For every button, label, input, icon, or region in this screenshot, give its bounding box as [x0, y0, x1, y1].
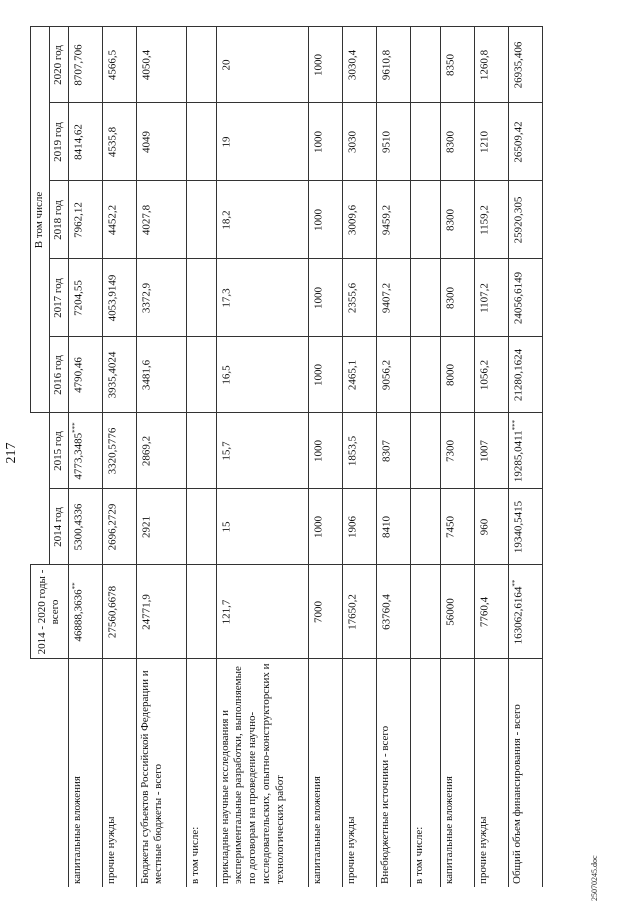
year-value-cell: [136, 181, 186, 259]
year-value-cell: [508, 337, 542, 413]
year-value-cell: [376, 413, 410, 489]
year-value: 2869,2: [140, 435, 153, 467]
year-value-cell: [376, 259, 410, 337]
year-value: 960: [478, 518, 491, 536]
year-value: 7962,12: [72, 202, 85, 238]
year-value: 1000: [312, 440, 325, 462]
year-value: 19340,5415: [512, 500, 525, 554]
year-value-cell: [440, 181, 474, 259]
year-value: 1159,2: [478, 205, 491, 235]
table-row: [440, 27, 474, 887]
year-value: 1210: [478, 131, 491, 153]
year-value-cell: [68, 181, 102, 259]
footnote-mark: **: [510, 579, 519, 587]
year-value-cell: [216, 259, 308, 337]
year-value: 2355,6: [346, 282, 359, 314]
year-value: 8307: [380, 440, 393, 462]
header-year: 2018 год: [49, 181, 68, 259]
year-value-cell: [440, 337, 474, 413]
year-value: 8414,62: [72, 124, 85, 160]
row-total: [216, 565, 308, 659]
year-value-cell: [508, 27, 542, 103]
table-row: [68, 27, 102, 887]
year-value: 2696,2729: [106, 503, 119, 551]
year-value-cell: [68, 103, 102, 181]
row-label: прочие нужды: [474, 659, 508, 887]
row-label: Внебюджетные источники - всего: [376, 659, 410, 887]
year-value-cell: [186, 181, 216, 259]
year-value: 4773,3485: [72, 432, 85, 480]
year-value-cell: [474, 337, 508, 413]
year-value: 25920,305: [512, 196, 525, 244]
year-value-cell: [376, 489, 410, 565]
year-value-cell: [308, 413, 342, 489]
year-value-cell: [474, 103, 508, 181]
year-value-cell: [474, 259, 508, 337]
year-value-cell: [508, 259, 542, 337]
year-value: 8000: [444, 364, 457, 386]
year-value: 7300: [444, 440, 457, 462]
year-value-cell: [136, 103, 186, 181]
year-value: 15,7: [220, 441, 233, 461]
document-code: 25070245.doc: [590, 855, 599, 901]
year-value-cell: [440, 413, 474, 489]
table-row: [216, 27, 308, 887]
year-value: 8300: [444, 209, 457, 231]
year-value-cell: [376, 181, 410, 259]
year-value: 3320,5776: [106, 427, 119, 475]
table-row: [136, 27, 186, 887]
year-value: 1000: [312, 364, 325, 386]
row-label: прочие нужды: [102, 659, 136, 887]
header-blank: [31, 413, 50, 565]
row-total-value: 17650,2: [346, 594, 359, 630]
year-value-cell: [508, 489, 542, 565]
row-total: [508, 565, 542, 659]
year-value: 9510: [380, 131, 393, 153]
row-total-value: 163062,6164: [512, 586, 525, 645]
year-value-cell: [186, 413, 216, 489]
row-label: прочие нужды: [342, 659, 376, 887]
row-total: [410, 565, 440, 659]
row-label: Общий объем финансирования - всего: [508, 659, 542, 887]
row-total: [308, 565, 342, 659]
year-value-cell: [308, 27, 342, 103]
row-total-value: 56000: [444, 598, 457, 626]
year-value-cell: [216, 413, 308, 489]
year-value-cell: [342, 27, 376, 103]
year-value: 4049: [140, 131, 153, 153]
year-value-cell: [216, 489, 308, 565]
table-row: [376, 27, 410, 887]
year-value-cell: [102, 181, 136, 259]
year-value: 17,3: [220, 288, 233, 308]
row-total: [102, 565, 136, 659]
year-value: 4566,5: [106, 49, 119, 81]
year-value: 8350: [444, 54, 457, 76]
year-value-cell: [68, 413, 102, 489]
year-value: 8707,706: [72, 44, 85, 86]
row-label: капитальные вложения: [308, 659, 342, 887]
year-value: 16,5: [220, 365, 233, 385]
year-value: 4050,4: [140, 49, 153, 81]
year-value: 8410: [380, 516, 393, 538]
year-value-cell: [342, 337, 376, 413]
year-value-cell: [410, 259, 440, 337]
year-value-cell: [68, 337, 102, 413]
year-value-cell: [410, 27, 440, 103]
header-year: 2017 год: [49, 259, 68, 337]
row-total-value: 121,7: [220, 599, 233, 625]
row-label: капитальные вложения: [68, 659, 102, 887]
year-value-cell: [474, 413, 508, 489]
year-value: 1000: [312, 516, 325, 538]
row-label: Бюджеты субъектов Российской Федерации и местные бюджеты - всего: [136, 659, 186, 887]
table-body: [68, 27, 542, 887]
year-value: 24056,6149: [512, 271, 525, 325]
year-value-cell: [216, 337, 308, 413]
table-row: [474, 27, 508, 887]
year-value: 3030: [346, 131, 359, 153]
year-value: 9056,2: [380, 359, 393, 391]
year-value-cell: [186, 259, 216, 337]
year-value: 4535,8: [106, 126, 119, 158]
header-year: 2019 год: [49, 103, 68, 181]
year-value-cell: [508, 103, 542, 181]
year-value: 20: [220, 59, 233, 71]
row-label: прикладные научные исследования и экспериментальные разработки, выполняемые по договорам на проведение научно-исследовательских, опытно-конструкторских и технологических работ: [216, 659, 308, 887]
year-value-cell: [186, 27, 216, 103]
year-value: 4790,46: [72, 357, 85, 393]
header-in-that-number: В том числе: [31, 27, 50, 413]
row-total: [376, 565, 410, 659]
year-value-cell: [186, 489, 216, 565]
row-total: [342, 565, 376, 659]
row-label: в том числе:: [186, 659, 216, 887]
row-total-value: 7000: [312, 601, 325, 623]
year-value: 21280,1624: [512, 348, 525, 402]
row-total: [68, 565, 102, 659]
header-year: 2014 год: [49, 489, 68, 565]
table-row: [508, 27, 542, 887]
year-value-cell: [102, 413, 136, 489]
year-value-cell: [102, 103, 136, 181]
table-row: [102, 27, 136, 887]
year-value-cell: [410, 181, 440, 259]
table-row: [308, 27, 342, 887]
year-value: 1000: [312, 54, 325, 76]
row-total: [474, 565, 508, 659]
row-total: [186, 565, 216, 659]
year-value-cell: [474, 181, 508, 259]
year-value: 19285,0411: [512, 430, 525, 483]
row-label: капитальные вложения: [440, 659, 474, 887]
year-value: 19: [220, 136, 233, 148]
year-value-cell: [440, 489, 474, 565]
year-value-cell: [440, 103, 474, 181]
year-value-cell: [410, 489, 440, 565]
year-value: 1000: [312, 287, 325, 309]
year-value-cell: [508, 413, 542, 489]
header-total: 2014 - 2020 годы - всего: [31, 565, 69, 659]
table-row: [186, 27, 216, 887]
year-value-cell: [102, 489, 136, 565]
year-value: 1007: [478, 440, 491, 462]
year-value-cell: [508, 181, 542, 259]
year-value-cell: [68, 489, 102, 565]
year-value-cell: [136, 489, 186, 565]
row-total: [136, 565, 186, 659]
year-value: 2921: [140, 516, 153, 538]
year-value: 3481,6: [140, 359, 153, 391]
year-value-cell: [308, 337, 342, 413]
row-total-value: 46888,3636: [72, 589, 85, 642]
year-value-cell: [186, 337, 216, 413]
year-value: 8300: [444, 131, 457, 153]
year-value-cell: [308, 489, 342, 565]
year-value: 4027,8: [140, 204, 153, 236]
year-value-cell: [136, 259, 186, 337]
footnote-mark: ***: [510, 419, 519, 431]
year-value-cell: [102, 337, 136, 413]
year-value-cell: [410, 103, 440, 181]
footnote-mark: **: [70, 582, 79, 590]
row-label: в том числе:: [410, 659, 440, 887]
year-value-cell: [308, 103, 342, 181]
year-value: 1000: [312, 131, 325, 153]
year-value-cell: [186, 103, 216, 181]
year-value-cell: [216, 27, 308, 103]
year-value-cell: [376, 337, 410, 413]
year-value: 3009,6: [346, 204, 359, 236]
year-value-cell: [102, 27, 136, 103]
year-value: 8300: [444, 287, 457, 309]
year-value-cell: [136, 337, 186, 413]
year-value: 4053,9149: [106, 274, 119, 322]
year-value-cell: [216, 103, 308, 181]
year-value: 9610,8: [380, 49, 393, 81]
financing-table: [30, 27, 543, 888]
year-value-cell: [474, 27, 508, 103]
page-number: 217: [4, 442, 19, 464]
year-value-cell: [440, 259, 474, 337]
table-row: [410, 27, 440, 887]
year-value-cell: [136, 413, 186, 489]
year-value-cell: [136, 27, 186, 103]
year-value: 3372,9: [140, 282, 153, 314]
year-value: 1853,5: [346, 435, 359, 467]
year-value-cell: [376, 27, 410, 103]
year-value: 1107,2: [478, 283, 491, 313]
year-value-cell: [102, 259, 136, 337]
year-value-cell: [342, 413, 376, 489]
year-value: 26935,406: [512, 41, 525, 89]
year-value: 5300,4336: [72, 503, 85, 551]
year-value: 18,2: [220, 210, 233, 230]
year-value-cell: [440, 27, 474, 103]
year-value-cell: [68, 27, 102, 103]
row-total-value: 24771,9: [140, 594, 153, 630]
year-value-cell: [342, 181, 376, 259]
year-value: 9459,2: [380, 204, 393, 236]
year-value-cell: [410, 337, 440, 413]
header-row-top: [31, 27, 50, 887]
year-value: 9407,2: [380, 282, 393, 314]
year-value: 1000: [312, 209, 325, 231]
year-value: 3030,4: [346, 49, 359, 81]
year-value-cell: [474, 489, 508, 565]
table-row: [342, 27, 376, 887]
row-total: [440, 565, 474, 659]
row-total-value: 27560,6678: [106, 585, 119, 639]
row-total-value: 63760,4: [380, 594, 393, 630]
year-value-cell: [410, 413, 440, 489]
footnote-mark: ***: [70, 422, 79, 433]
year-value-cell: [376, 103, 410, 181]
row-total-value: 7760,4: [478, 596, 491, 628]
year-value: 7450: [444, 516, 457, 538]
header-year: 2016 год: [49, 337, 68, 413]
year-value: 15: [220, 521, 233, 533]
year-value: 1056,2: [478, 359, 491, 391]
year-value-cell: [342, 489, 376, 565]
year-value-cell: [216, 181, 308, 259]
year-value: 7204,55: [72, 280, 85, 316]
year-value-cell: [342, 103, 376, 181]
year-value: 1906: [346, 516, 359, 538]
year-value-cell: [342, 259, 376, 337]
header-year: 2015 год: [49, 413, 68, 489]
header-year: 2020 год: [49, 27, 68, 103]
year-value: 3935,4024: [106, 351, 119, 399]
year-value-cell: [308, 259, 342, 337]
year-value: 1260,8: [478, 49, 491, 81]
year-value: 2465,1: [346, 359, 359, 391]
year-value: 4452,2: [106, 204, 119, 236]
year-value: 26509,42: [512, 121, 525, 163]
year-value-cell: [68, 259, 102, 337]
year-value-cell: [308, 181, 342, 259]
header-label-cell: [31, 659, 69, 887]
